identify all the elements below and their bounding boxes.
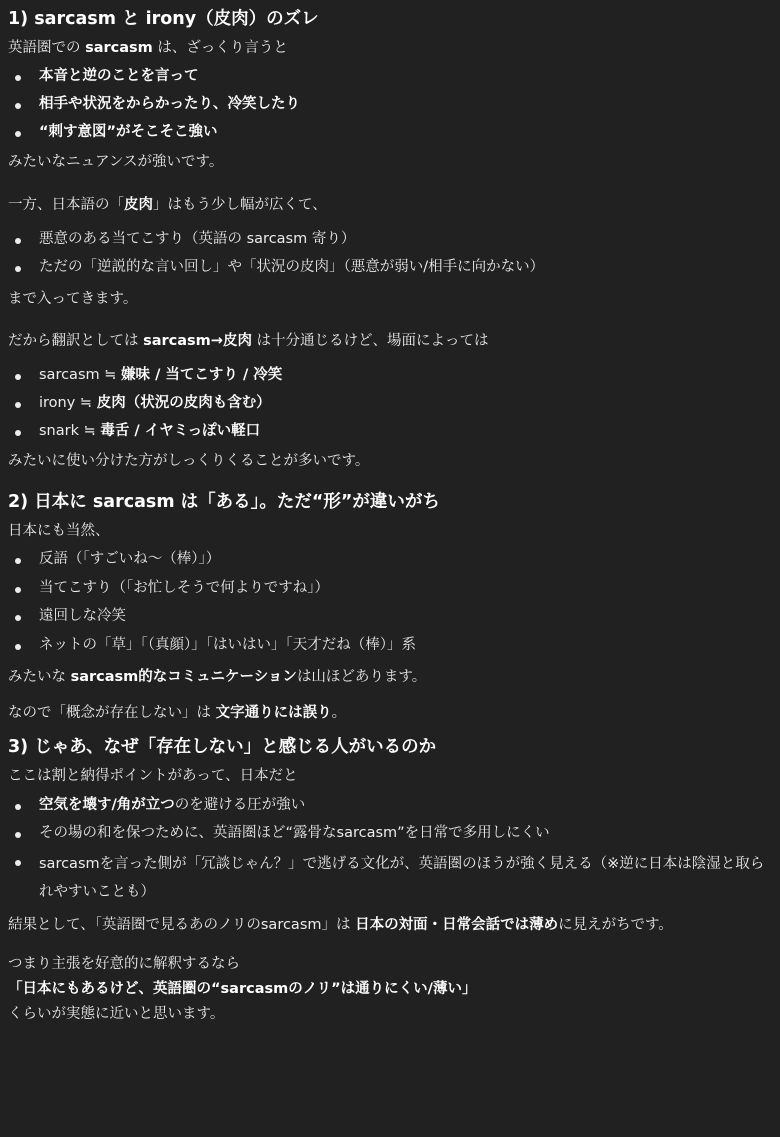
- paragraph: 一方、日本語の「皮肉」はもう少し幅が広くて、: [8, 196, 327, 213]
- bullet-list-hiniku-range: [8, 228, 768, 284]
- paragraph-intro-1: 英語圏での sarcasm は、ざっくり言うと: [8, 40, 288, 56]
- list-item: ただの「逆説的な言い回し」や「状況の皮肉」（悪意が弱い/相手に向かない）: [8, 256, 768, 284]
- list-item: “刺す意図”がそこそこ強い: [8, 121, 768, 149]
- list-item: 本音と逆のことを言って: [8, 65, 768, 93]
- conclusion-line-1: つまり主張を好意的に解釈するなら: [8, 956, 240, 973]
- list-item: ネットの「草」「（真顔）」「はいはい」「天才だね（棒）」系: [8, 634, 768, 663]
- section-heading-2: 2) 日本に sarcasm は「ある」。ただ“形”が違いがち: [8, 491, 440, 512]
- conclusion-line-3: くらいが実態に近いと思います。: [8, 1006, 225, 1023]
- list-item: 遠回しな冷笑: [8, 605, 768, 634]
- paragraph: ここは割と納得ポイントがあって、日本だと: [8, 768, 298, 785]
- list-item: snark ≒ 毒舌 / イヤミっぽい軽口: [8, 420, 768, 448]
- conclusion-line-2: 「日本にもあるけど、英語圏の“sarcasmのノリ”は通りにくい/薄い」: [8, 981, 477, 998]
- section-heading-1: 1) sarcasm と irony（皮肉）のズレ: [8, 9, 319, 29]
- paragraph-conclusion: [8, 952, 768, 1027]
- paragraph: だから翻訳としては sarcasm→皮肉 は十分通じるけど、場面によっては: [8, 332, 489, 349]
- list-item: irony ≒ 皮肉（状況の皮肉も含む）: [8, 392, 768, 420]
- section-heading-3: 3) じゃあ、なぜ「存在しない」と感じる人がいるのか: [8, 737, 437, 758]
- paragraph: 日本にも当然、: [8, 522, 110, 539]
- bold-term: sarcasm: [85, 40, 153, 56]
- list-item: sarcasmを言った側が「冗談じゃん？」で逃げる文化が、英語圏のほうが強く見える（※逆に日本は陰湿と取られやすいことも）: [8, 850, 768, 906]
- list-item: 反語（「すごいね〜（棒）」）: [8, 548, 768, 577]
- list-item: 悪意のある当てこすり（英語の sarcasm 寄り）: [8, 228, 768, 256]
- paragraph: 結果として、「英語圏で見るあのノリのsarcasm」は 日本の対面・日常会話では薄めに見えがちです。: [8, 916, 673, 933]
- list-item: 当てこすり（「お忙しそうで何よりですね」）: [8, 577, 768, 606]
- paragraph: なので「概念が存在しない」は 文字通りには誤り。: [8, 704, 347, 721]
- list-item: sarcasm ≒ 嫌味 / 当てこすり / 冷笑: [8, 364, 768, 392]
- paragraph: みたいに使い分けた方がしっくりくることが多いです。: [8, 453, 370, 470]
- paragraph: みたいなニュアンスが強いです。: [8, 154, 224, 171]
- paragraph: まで入ってきます。: [8, 291, 138, 308]
- bullet-list-sarcasm-nuance: [8, 65, 768, 149]
- list-item: 相手や状況をからかったり、冷笑したり: [8, 93, 768, 121]
- list-item: 空気を壊す/角が立つのを避ける圧が強い: [8, 794, 768, 822]
- paragraph: みたいな sarcasm的なコミュニケーションは山ほどあります。: [8, 669, 427, 686]
- bullet-list-examples: [8, 548, 768, 662]
- list-item: その場の和を保つために、英語圏ほど“露骨なsarcasm”を日常で多用しにくい: [8, 822, 768, 850]
- bullet-list-reasons: [8, 794, 768, 906]
- bullet-list-translations: [8, 364, 768, 448]
